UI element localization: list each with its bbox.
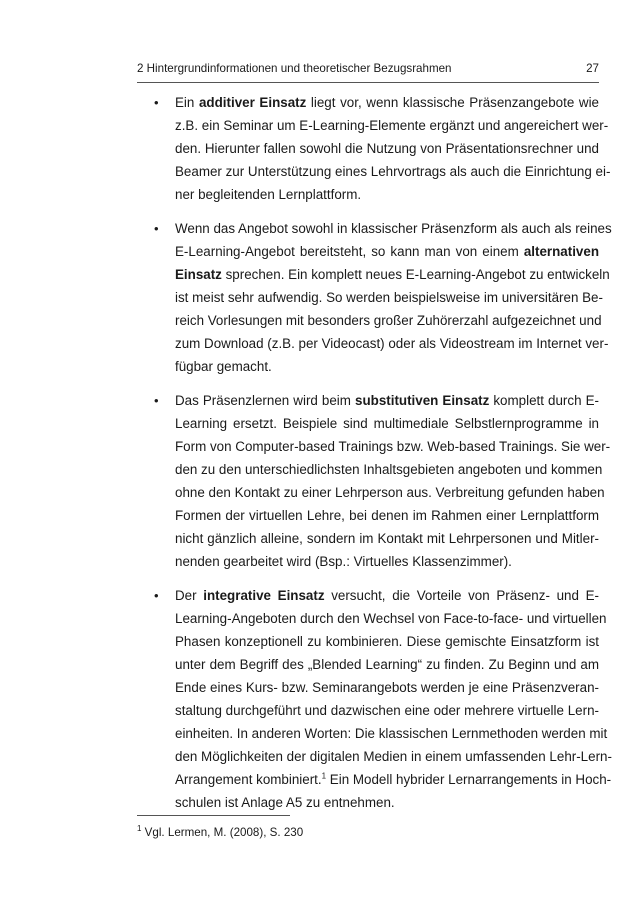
- line-text: unter dem Begriff des „Blended Learning“ zu finden. Zu Beginn und am: [175, 657, 599, 672]
- text-line: [175, 183, 599, 206]
- text-line: [175, 114, 609, 137]
- text-line: [175, 91, 599, 114]
- emphasis-term: integrative Einsatz: [203, 588, 325, 603]
- line-text: Ende eines Kurs- bzw. Seminarangebots werden je eine Präsenzveran-: [175, 680, 599, 695]
- text-line: [175, 412, 599, 435]
- line-text: komplett durch E-: [489, 393, 599, 408]
- text-line: [175, 240, 599, 263]
- footnote-reference: 1: [321, 771, 327, 781]
- line-text: sprechen. Ein komplett neues E-Learning-Angebot zu entwickeln: [221, 267, 610, 282]
- line-text: E-Learning-Angebot bereitsteht, so kann man von einem: [175, 244, 524, 259]
- chapter-title: 2 Hintergrundinformationen und theoretischer Bezugsrahmen: [137, 62, 452, 75]
- text-line: [175, 217, 612, 240]
- line-text: Form von Computer-based Trainings bzw. Web-based Trainings. Sie wer-: [175, 439, 611, 454]
- line-text: zum Download (z.B. per Videocast) oder als Videostream im Internet ver-: [175, 336, 609, 351]
- text-line: [175, 607, 607, 630]
- line-text: Der: [175, 588, 204, 603]
- line-text: ner begleitenden Lernplattform.: [175, 187, 362, 202]
- text-line: [175, 263, 610, 286]
- line-text: z.B. ein Seminar um E-Learning-Elemente ergänzt und angereichert wer-: [175, 118, 609, 133]
- bullet-item: [137, 91, 611, 206]
- bullet-marker: •: [154, 95, 159, 110]
- line-text: den zu den unterschiedlichsten Inhaltsgebieten angeboten und kommen: [175, 462, 603, 477]
- bullet-marker: •: [154, 588, 159, 603]
- text-line: [175, 389, 599, 412]
- bullet-list: [137, 91, 612, 825]
- line-text: nenden gearbeitet wird (Bsp.: Virtuelles Klassenzimmer).: [175, 554, 512, 569]
- line-text: Das Präsenzlernen wird beim: [175, 393, 356, 408]
- text-line: [175, 699, 599, 722]
- text-line: [175, 722, 608, 745]
- line-text: Learning-Angeboten durch den Wechsel von Face-to-face- und virtuellen: [175, 611, 607, 626]
- footnote-text: Vgl. Lermen, M. (2008), S. 230: [141, 826, 304, 839]
- line-text: den Möglichkeiten der digitalen Medien in einem umfassenden Lehr-Lern-: [175, 749, 612, 764]
- bullet-marker: •: [154, 393, 159, 408]
- text-line: [175, 355, 599, 378]
- line-text: ohne den Kontakt zu einer Lehrperson aus. Verbreitung gefunden haben: [175, 485, 605, 500]
- line-text: einheiten. In anderen Worten: Die klassischen Lernmethoden werden mit: [175, 726, 608, 741]
- text-line: [175, 630, 599, 653]
- emphasis-term: alternativen: [523, 244, 599, 259]
- text-line: [175, 160, 611, 183]
- line-text: staltung durchgeführt und dazwischen eine oder mehrere virtuelle Lern-: [175, 703, 599, 718]
- text-line: [175, 137, 599, 160]
- line-text: Beamer zur Unterstützung eines Lehrvortrags als auch die Einrichtung ei-: [175, 164, 611, 179]
- line-text: Ein Modell hybrider Lernarrangements in Hoch-: [326, 772, 612, 787]
- text-line: [175, 527, 599, 550]
- running-header: [137, 62, 599, 75]
- emphasis-term: substitutiven Einsatz: [355, 393, 490, 408]
- text-line: [175, 332, 609, 355]
- text-line: [175, 745, 612, 768]
- page-number: 27: [586, 62, 599, 75]
- line-text: Ein: [175, 95, 199, 110]
- footnote-divider: [137, 815, 290, 816]
- line-text: schulen ist Anlage A5 zu entnehmen.: [175, 795, 395, 810]
- line-text: liegt vor, wenn klassische Präsenzangebote wie: [306, 95, 599, 110]
- bullet-item: [137, 217, 612, 378]
- text-line: [175, 768, 612, 791]
- line-text: fügbar gemacht.: [175, 359, 272, 374]
- text-line: [175, 286, 603, 309]
- text-line: [175, 550, 599, 573]
- header-divider: [137, 82, 599, 83]
- bullet-item: [137, 584, 612, 814]
- text-line: [175, 481, 605, 504]
- text-line: [175, 791, 599, 814]
- text-line: [175, 435, 611, 458]
- line-text: nicht gänzlich alleine, sondern im Kontakt mit Lehrpersonen und Mitler-: [175, 531, 599, 546]
- line-text: Formen der virtuellen Lehre, bei denen im Rahmen einer Lernplattform: [175, 508, 599, 523]
- line-text: Wenn das Angebot sowohl in klassischer Präsenzform als auch als reines: [175, 221, 612, 236]
- bullet-item: [137, 389, 611, 573]
- text-line: [175, 309, 602, 332]
- text-line: [175, 584, 599, 607]
- line-text: Phasen konzeptionell zu kombinieren. Diese gemischte Einsatzform ist: [175, 634, 599, 649]
- text-line: [175, 653, 599, 676]
- line-text: versucht, die Vorteile von Präsenz- und E-: [324, 588, 599, 603]
- text-line: [175, 458, 603, 481]
- line-text: Arrangement kombiniert.: [175, 772, 322, 787]
- line-text: ist meist sehr aufwendig. So werden beispielsweise im universitären Be-: [175, 290, 603, 305]
- footnote: [137, 826, 303, 839]
- line-text: den. Hierunter fallen sowohl die Nutzung von Präsentationsrechner und: [175, 141, 599, 156]
- emphasis-term: additiver Einsatz: [198, 95, 307, 110]
- emphasis-term: Einsatz: [175, 267, 222, 282]
- bullet-marker: •: [154, 221, 159, 236]
- text-line: [175, 676, 599, 699]
- text-line: [175, 504, 599, 527]
- line-text: Learning ersetzt. Beispiele sind multimediale Selbstlernprogramme in: [175, 416, 599, 431]
- line-text: reich Vorlesungen mit besonders großer Zuhörerzahl aufgezeichnet und: [175, 313, 602, 328]
- footnote-marker: 1: [137, 824, 142, 834]
